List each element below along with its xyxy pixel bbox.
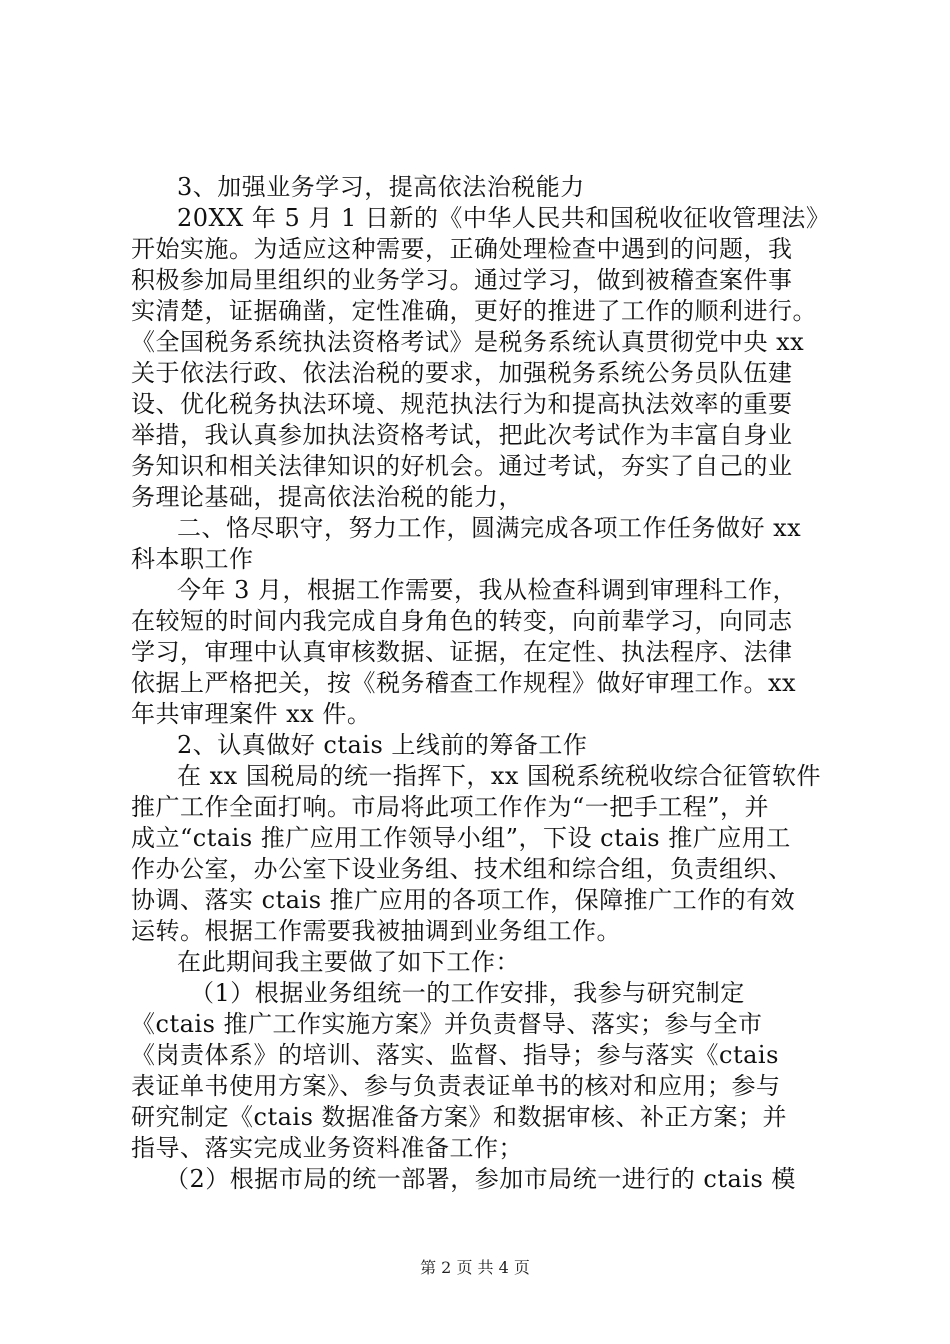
- paragraph-line: 务知识和相关法律知识的好机会。通过考试，夯实了自己的业: [131, 452, 793, 480]
- page-number-footer: 第 2 页 共 4 页: [420, 1258, 530, 1277]
- paragraph-line: 在 xx 国税局的统一指挥下，xx 国税系统税收综合征管软件: [177, 762, 822, 790]
- paragraph-line: 20XX 年 5 月 1 日新的《中华人民共和国税收征收管理法》: [177, 204, 831, 232]
- paragraph-line: 《ctais 推广工作实施方案》并负责督导、落实；参与全市: [131, 1010, 763, 1038]
- paragraph-line: 举措，我认真参加执法资格考试，把此次考试作为丰富自身业: [131, 421, 793, 449]
- paragraph-line: 设、优化税务执法环境、规范执法行为和提高执法效率的重要: [131, 390, 793, 418]
- paragraph-line: 《岗责体系》的培训、落实、监督、指导；参与落实《ctais: [131, 1041, 779, 1069]
- section-heading: 2、认真做好 ctais 上线前的筹备工作: [177, 731, 588, 759]
- paragraph-line: 开始实施。为适应这种需要，正确处理检查中遇到的问题，我: [131, 235, 793, 263]
- paragraph-line: 在此期间我主要做了如下工作：: [177, 948, 520, 976]
- list-item: （1）根据业务组统一的工作安排，我参与研究制定: [190, 979, 745, 1007]
- paragraph-line: 学习，审理中认真审核数据、证据，在定性、执法程序、法律: [131, 638, 793, 666]
- paragraph-line: 实清楚，证据确凿，定性准确，更好的推进了工作的顺利进行。: [131, 297, 817, 325]
- paragraph-line: 积极参加局里组织的业务学习。通过学习，做到被稽查案件事: [131, 266, 793, 294]
- paragraph-line: 《全国税务系统执法资格考试》是税务系统认真贯彻党中央 xx: [131, 328, 805, 356]
- paragraph-line: 作办公室，办公室下设业务组、技术组和综合组，负责组织、: [131, 855, 793, 883]
- list-item: （2）根据市局的统一部署，参加市局统一进行的 ctais 模: [165, 1165, 796, 1193]
- section-heading: 3、加强业务学习，提高依法治税能力: [177, 173, 585, 201]
- paragraph-line: 今年 3 月，根据工作需要，我从检查科调到审理科工作，: [177, 576, 798, 604]
- paragraph-line: 协调、落实 ctais 推广应用的各项工作，保障推广工作的有效: [131, 886, 796, 914]
- paragraph-line: 关于依法行政、依法治税的要求，加强税务系统公务员队伍建: [131, 359, 793, 387]
- paragraph-line: 运转。根据工作需要我被抽调到业务组工作。: [131, 917, 621, 945]
- section-heading: 二、恪尽职守，努力工作，圆满完成各项工作任务做好 xx: [177, 514, 802, 542]
- paragraph-line: 推广工作全面打响。市局将此项工作作为“一把手工程”，并: [131, 793, 770, 821]
- paragraph-line: 在较短的时间内我完成自身角色的转变，向前辈学习，向同志: [131, 607, 793, 635]
- paragraph-line: 依据上严格把关，按《税务稽查工作规程》做好审理工作。xx: [131, 669, 797, 697]
- paragraph-line: 成立“ctais 推广应用工作领导小组”，下设 ctais 推广应用工: [131, 824, 791, 852]
- paragraph-line: 指导、落实完成业务资料准备工作；: [131, 1134, 523, 1162]
- paragraph-line: 年共审理案件 xx 件。: [131, 700, 372, 728]
- paragraph-line: 表证单书使用方案》、参与负责表证单书的核对和应用；参与: [131, 1072, 781, 1100]
- paragraph-line: 研究制定《ctais 数据准备方案》和数据审核、补正方案；并: [131, 1103, 788, 1131]
- section-heading: 科本职工作: [131, 545, 254, 573]
- paragraph-line: 务理论基础，提高依法治税的能力，: [131, 483, 523, 511]
